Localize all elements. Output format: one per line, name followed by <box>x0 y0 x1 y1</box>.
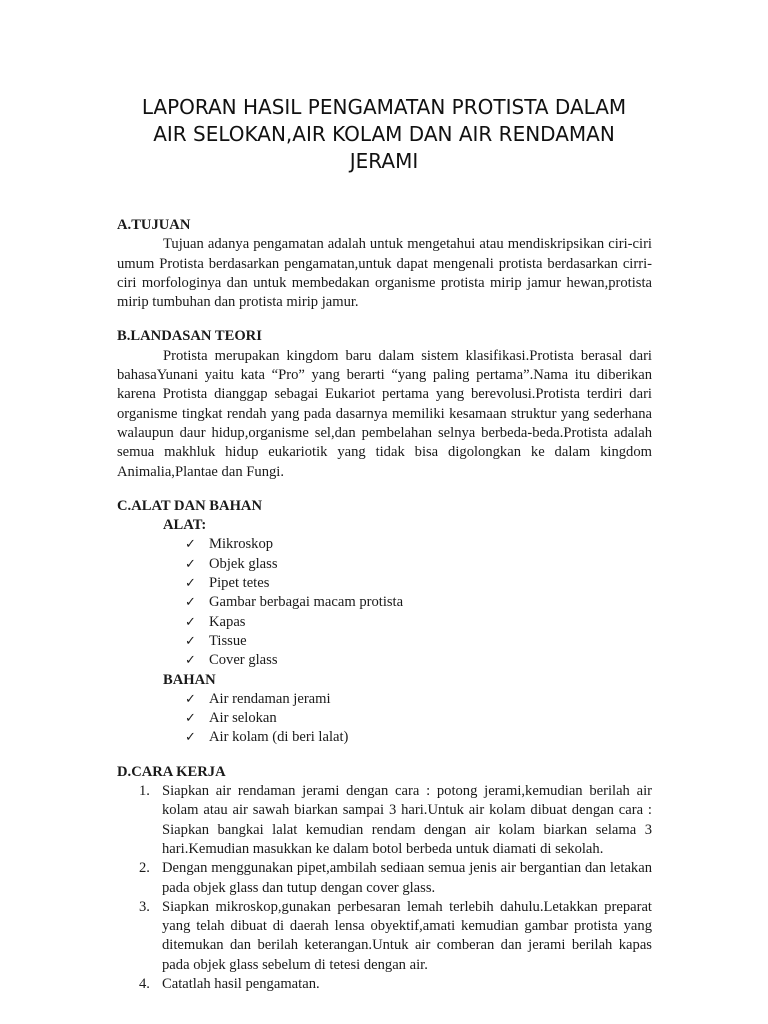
document-title <box>100 94 668 175</box>
subheading-bahan: BAHAN <box>163 671 216 688</box>
list-item: ✓ Air rendaman jerami <box>185 690 652 709</box>
section-heading-alat-bahan: C.ALAT DAN BAHAN <box>117 497 263 514</box>
bahan-list <box>117 690 652 748</box>
check-icon: ✓ <box>185 595 196 611</box>
step-item: 2. Dengan menggunakan pipet,ambilah sediaan semua jenis air bergantian dan letakan pada objek glass dan tutup dengan cover glass. <box>139 860 652 896</box>
list-item: ✓ Air selokan <box>185 709 652 728</box>
list-item: ✓ Kapas <box>185 613 652 632</box>
section-heading-tujuan: A.TUJUAN <box>117 217 191 233</box>
step-item: 4. Catatlah hasil pengamatan. <box>139 975 320 992</box>
paragraph-landasan-teori: Protista merupakan kingdom baru dalam sistem klasifikasi.Protista berasal dari bahasaYunani yaitu kata “Pro” yang berarti “yang paling pertama”.Nama itu diberikan karena Protista dianggap sebagai Eukariot pertama yang berevolusi.Protista terdiri dari organisme tingkat rendah yang pada dasarnya memiliki kesamaan struktur yang sederhana walaupun daur hidup,organisme sel,dan pembelahan selnya berbeda-beda.Protista adalah semua makhluk hidup eukariotik yang tidak bisa digolongkan ke dalam kingdom Animalia,Plantae dan Fungi. <box>117 347 652 480</box>
step-item: 1. Siapkan air rendaman jerami dengan cara : potong jerami,kemudian berilah air kolam atau air sawah biarkan sampai 3 hari.Untuk air kolam dibuat dengan cara : Siapkan bangkai lalat kemudian rendam dengan air kolam biarkan selama 3 hari.Kemudian masukkan ke dalam botol berbeda untuk diamati di sekolah. <box>139 783 652 857</box>
list-item: ✓ Tissue <box>185 632 652 651</box>
check-icon: ✓ <box>185 576 196 592</box>
title-line-3: JERAMI <box>349 149 419 173</box>
list-item: ✓ Cover glass <box>185 651 652 670</box>
document-body <box>117 216 652 994</box>
section-landasan-teori <box>117 327 652 481</box>
section-alat-bahan <box>117 497 652 748</box>
check-icon: ✓ <box>185 691 196 707</box>
list-item: ✓ Objek glass <box>185 555 652 574</box>
section-heading-cara-kerja: D.CARA KERJA <box>117 763 226 780</box>
section-tujuan <box>117 216 652 312</box>
check-icon: ✓ <box>185 556 196 572</box>
check-icon: ✓ <box>185 633 196 649</box>
alat-list <box>117 535 652 670</box>
list-item: ✓ Mikroskop <box>185 535 652 554</box>
list-item: ✓ Gambar berbagai macam protista <box>185 593 652 612</box>
title-line-2: AIR SELOKAN,AIR KOLAM DAN AIR RENDAMAN <box>153 122 615 146</box>
check-icon: ✓ <box>185 614 196 630</box>
check-icon: ✓ <box>185 730 196 746</box>
subheading-alat: ALAT: <box>163 517 207 534</box>
list-item: ✓ Pipet tetes <box>185 574 652 593</box>
step-item: 3. Siapkan mikroskop,gunakan perbesaran lemah terlebih dahulu.Letakkan preparat yang telah dibuat di daerah lensa obyektif,amati kemudian gambar protista yang ditemukan dan berilah keterangan.Untuk air comberan dan jerami berilah kapas pada objek glass sebelum di tetesi dengan air. <box>139 898 652 973</box>
list-item: ✓ Air kolam (di beri lalat) <box>185 728 652 747</box>
paragraph-tujuan: Tujuan adanya pengamatan adalah untuk mengetahui atau mendiskripsikan ciri-ciri umum Protista berdasarkan pengamatan,untuk dapat mengenali protista berdasarkan cirri-ciri morfologinya dan untuk membedakan organisme protista mirip jamur hewan,protista mirip tumbuhan dan protista mirip jamur. <box>117 236 652 311</box>
steps-list <box>117 782 652 994</box>
title-line-1: LAPORAN HASIL PENGAMATAN PROTISTA DALAM <box>141 95 627 119</box>
check-icon: ✓ <box>185 537 196 553</box>
section-cara-kerja <box>117 763 652 995</box>
check-icon: ✓ <box>185 653 196 669</box>
check-icon: ✓ <box>185 711 196 727</box>
section-heading-landasan-teori: B.LANDASAN TEORI <box>117 328 262 345</box>
